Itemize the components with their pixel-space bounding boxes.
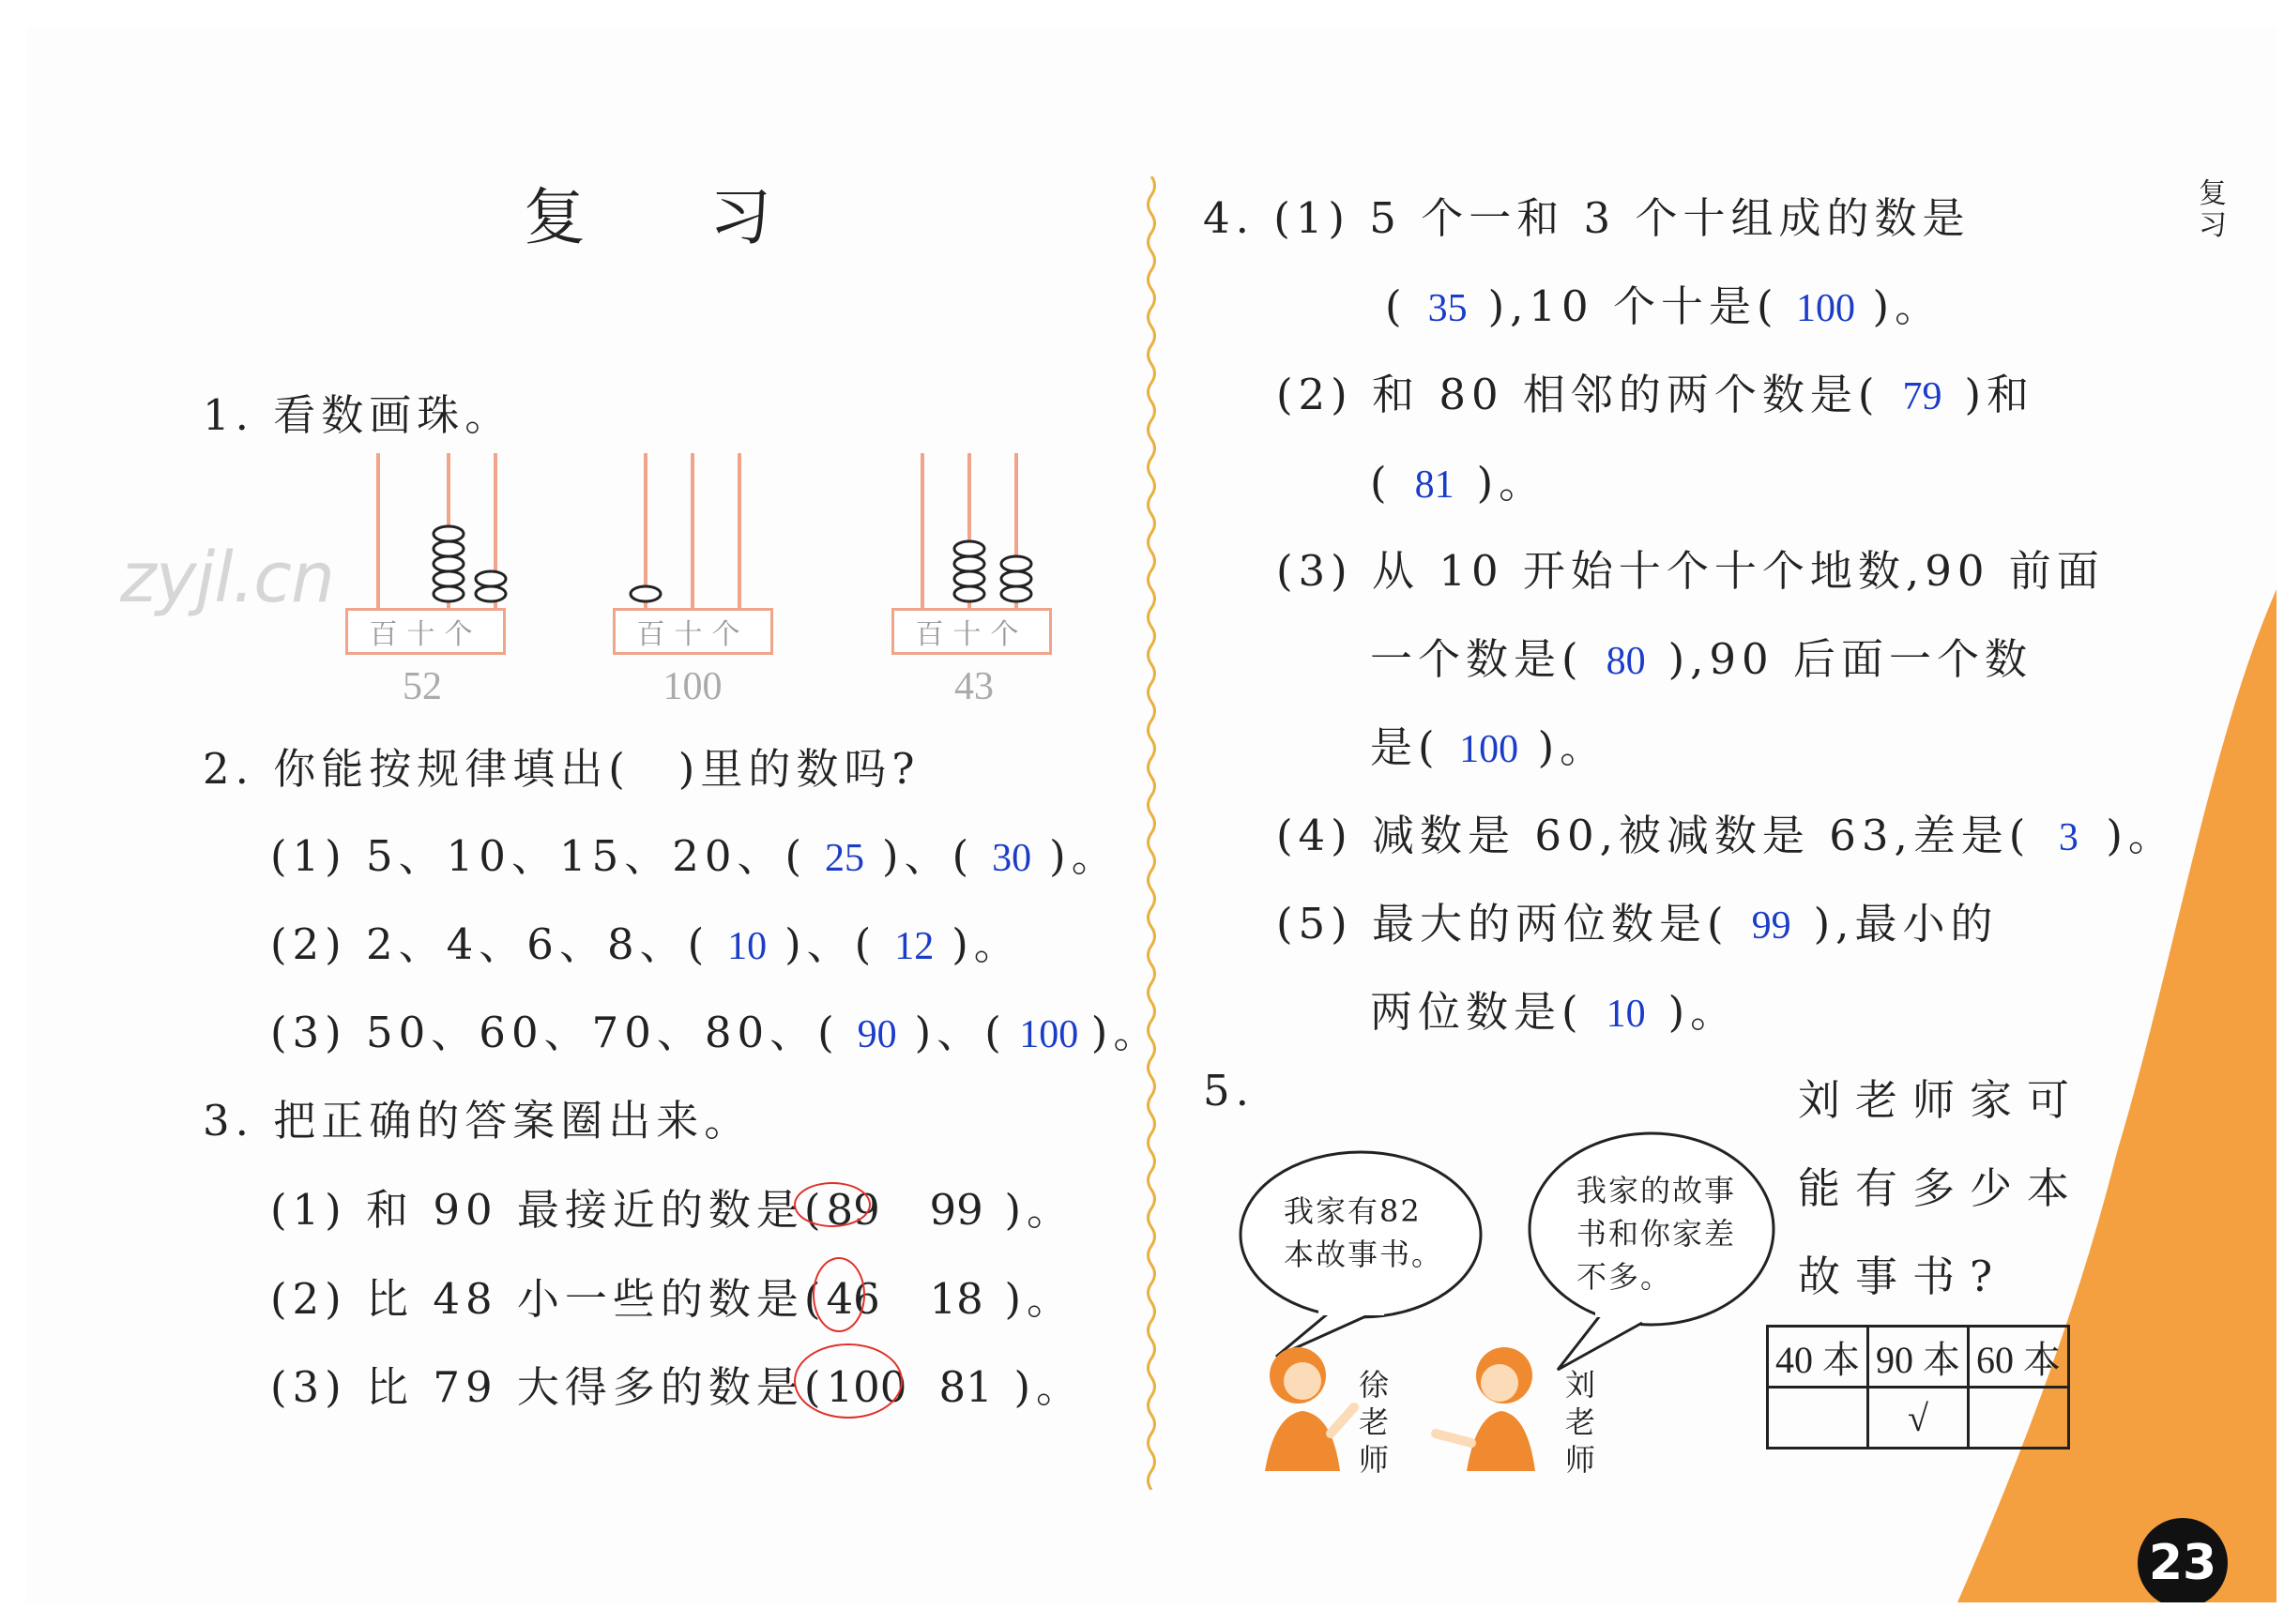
q2-text: )、( <box>882 831 975 881</box>
column-divider <box>1143 176 1160 1490</box>
answer: 35 <box>1427 287 1468 330</box>
q3-item-2 <box>270 1265 1074 1326</box>
abacus-bead <box>631 586 661 601</box>
answer: 3 <box>2058 816 2078 859</box>
answer: 100 <box>1019 1013 1079 1056</box>
q2-item-1 <box>270 822 1119 883</box>
q4-line <box>1276 889 1998 950</box>
q5-question-line: 刘老师家可 <box>1798 1075 2085 1125</box>
q4-line <box>1276 801 2176 862</box>
q4-line <box>1385 272 1942 333</box>
q3-text: (1) 和 90 最接近的数是( <box>270 1185 827 1235</box>
abacus-label: 百十个 <box>613 608 773 655</box>
q2-text: )、( <box>784 919 877 969</box>
q4-line: 4. (1) 5 个一和 3 个十组成的数是 <box>1203 193 1971 243</box>
abacus-label: 百十个 <box>891 608 1052 655</box>
q4-text: )和 <box>1964 370 2035 419</box>
teacher-label-char: 刘 <box>1564 1367 1595 1403</box>
teacher-xu-figure <box>1246 1340 1368 1471</box>
abacus-bead <box>954 586 984 601</box>
answer-circle <box>794 1343 903 1419</box>
q2-text: (3) 50、60、70、80、( <box>270 1008 840 1057</box>
page-number: 23 <box>2138 1518 2228 1602</box>
q3-item-1 <box>270 1176 1074 1237</box>
teacher-label-char: 老 <box>1358 1404 1389 1440</box>
answer: 80 <box>1606 640 1646 683</box>
abacus-bead <box>434 586 464 601</box>
q4-text: )。 <box>1667 987 1739 1037</box>
answer: 99 <box>1751 904 1791 948</box>
bubble-left-text: 我家有82本故事书。 <box>1284 1193 1444 1272</box>
q3-item-3 <box>270 1353 1084 1414</box>
answer: 81 <box>1414 463 1454 507</box>
answer: 10 <box>1606 993 1646 1036</box>
q5-question-line: 能有多少本 <box>1798 1163 2085 1213</box>
abacus-bead <box>434 541 464 556</box>
q3-option: 18 <box>929 1274 983 1324</box>
q4-text: ),10 个十是( <box>1487 281 1779 331</box>
abacus-bead <box>434 526 464 541</box>
abacus-number: 52 <box>403 665 442 708</box>
q2-item-3 <box>270 998 1161 1059</box>
abacus-bead <box>476 586 506 601</box>
q2-text: )。 <box>952 919 1022 969</box>
q3-option: 89 <box>826 1185 880 1235</box>
abacus-bead <box>1001 571 1031 586</box>
abacus-bead <box>434 571 464 586</box>
answer-circle <box>794 1182 871 1227</box>
q3-option: 46 <box>826 1274 880 1324</box>
q4-line <box>1370 713 1607 774</box>
q4-text: 是( <box>1370 722 1440 772</box>
table-header-cell: 90 本 <box>1868 1327 1969 1388</box>
q2-text: (2) 2、4、6、8、( <box>270 919 710 969</box>
table-answer-cell <box>1969 1388 2069 1449</box>
page-title: 复 习 <box>524 181 771 253</box>
q4-text: ( <box>1385 281 1408 331</box>
q4-text: 两位数是( <box>1370 987 1584 1037</box>
answer: 79 <box>1902 375 1942 418</box>
q4-line <box>1370 448 1546 509</box>
abacus-number: 43 <box>954 665 994 708</box>
q2-text: )。 <box>1049 831 1119 881</box>
q2-text: (1) 5、10、15、20、( <box>270 831 808 881</box>
q4-line: (3) 从 10 开始十个十个地数,90 前面 <box>1276 546 2105 596</box>
teacher-label-char: 老 <box>1564 1404 1595 1440</box>
abacus-number: 100 <box>662 665 723 708</box>
q2-text: )、( <box>914 1008 1007 1057</box>
table-header-cell: 40 本 <box>1768 1327 1868 1388</box>
abacus-label: 百十个 <box>345 608 506 655</box>
q4-text: ( <box>1370 458 1393 508</box>
abacus-bead <box>434 556 464 571</box>
q3-text: (2) 比 48 小一些的数是( <box>270 1274 827 1324</box>
abacus-bead <box>1001 556 1031 571</box>
answer: 90 <box>857 1013 897 1056</box>
q2-text: )。 <box>1090 1008 1162 1057</box>
q3-option: 100 <box>826 1362 907 1412</box>
q5-number: 5. <box>1203 1066 1255 1116</box>
teacher-liu-figure <box>1424 1340 1556 1471</box>
q3-text: )。 <box>1004 1185 1075 1235</box>
side-tab <box>2196 178 2230 242</box>
abacus-bead <box>476 571 506 586</box>
answer: 30 <box>992 837 1032 880</box>
q4-text: (2) 和 80 相邻的两个数是( <box>1276 370 1880 419</box>
q4-text: )。 <box>1872 281 1943 331</box>
q1-heading: 1. 看数画珠。 <box>203 390 513 440</box>
abacus-bead <box>1001 586 1031 601</box>
answer: 100 <box>1459 728 1519 771</box>
q3-heading: 3. 把正确的答案圈出来。 <box>203 1096 753 1146</box>
q4-text: )。 <box>2106 811 2176 860</box>
teacher-liu-label <box>1563 1366 1597 1479</box>
bubble-right-text: 我家的故事书和你家差不多。 <box>1576 1173 1737 1295</box>
watermark: zyjl.cn <box>120 538 334 618</box>
q3-text: )。 <box>1013 1362 1085 1412</box>
q4-text: ),90 后面一个数 <box>1667 634 2033 684</box>
abacus-bead <box>954 571 984 586</box>
side-tab-char: 习 <box>2199 209 2227 242</box>
q2-heading: 2. 你能按规律填出( )里的数吗? <box>203 744 921 794</box>
q4-line <box>1370 625 2033 686</box>
teacher-label-char: 师 <box>1564 1442 1595 1478</box>
answer: 12 <box>894 925 935 968</box>
q4-text: (4) 减数是 60,被减数是 63,差是( <box>1276 811 2032 860</box>
q4-line <box>1276 360 2034 421</box>
q2-item-2 <box>270 910 1022 971</box>
answer: 100 <box>1796 287 1856 330</box>
q4-text: )。 <box>1537 722 1608 772</box>
q3-option: 99 <box>929 1185 983 1235</box>
q3-text: (3) 比 79 大得多的数是( <box>270 1362 827 1412</box>
table-answer-cell: √ <box>1868 1388 1969 1449</box>
q4-text: ),最小的 <box>1813 899 1999 949</box>
answer-table <box>1766 1325 2070 1449</box>
answer: 10 <box>727 925 768 968</box>
teacher-xu-label <box>1357 1366 1391 1479</box>
teacher-label-char: 徐 <box>1358 1367 1389 1403</box>
q5-question-line: 故事书? <box>1798 1252 2008 1301</box>
answer-circle <box>813 1257 865 1332</box>
abacus-bead <box>954 556 984 571</box>
q3-option: 81 <box>938 1362 993 1412</box>
q4-text: (5) 最大的两位数是( <box>1276 899 1729 949</box>
abacus-bead <box>954 541 984 556</box>
q3-text: )。 <box>1004 1274 1075 1324</box>
q4-line <box>1370 978 1738 1039</box>
teacher-label-char: 师 <box>1358 1442 1389 1478</box>
q4-text: 一个数是( <box>1370 634 1584 684</box>
table-header-cell: 60 本 <box>1969 1327 2069 1388</box>
answer: 25 <box>825 837 865 880</box>
workbook-page <box>26 26 2276 1602</box>
q4-text: )。 <box>1476 458 1547 508</box>
table-answer-cell <box>1768 1388 1868 1449</box>
side-tab-char: 复 <box>2199 177 2227 210</box>
